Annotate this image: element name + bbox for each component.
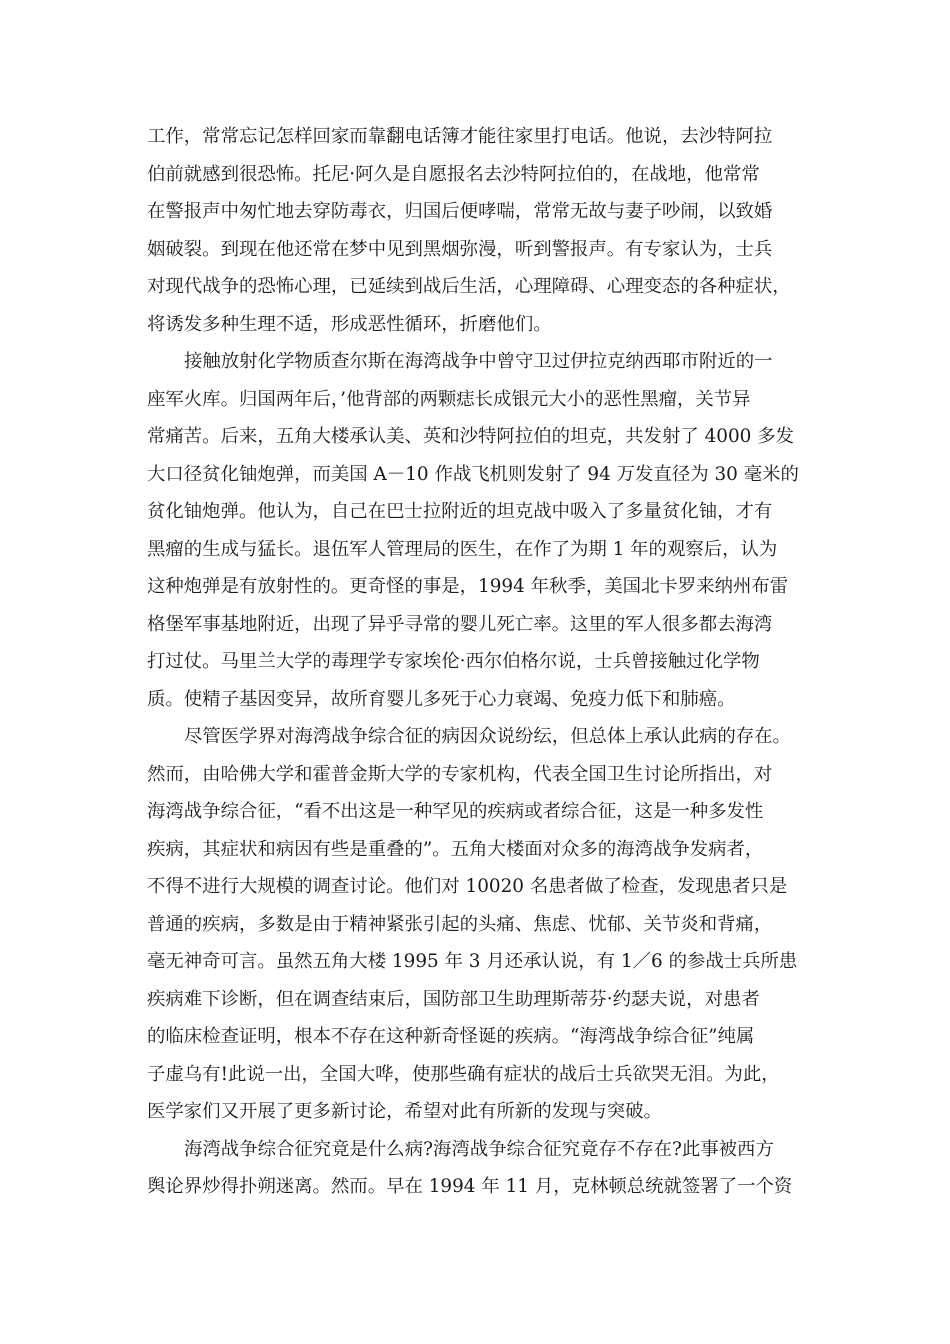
text-line: 然而，由哈佛大学和霍普金斯大学的专家机构，代表全国卫生讨论所指出，对 xyxy=(147,763,773,785)
text-line: 工作，常常忘记怎样回家而靠翻电话簿才能往家里打电话。他说，去沙特阿拉 xyxy=(147,126,773,147)
text-line: 姻破裂。到现在他还常在梦中见到黑烟弥漫，听到警报声。有专家认为，士兵 xyxy=(147,238,773,260)
text-line: 打过仗。马里兰大学的毒理学专家埃伦·西尔伯格尔说，士兵曾接触过化学物 xyxy=(147,651,760,672)
text-line: 的临床检查证明，根本不存在这种新奇怪诞的疾病。“海湾战争综合征”纯属 xyxy=(147,1026,755,1047)
text-line: 毫无神奇可言。虽然五角大楼 1995 年 3 月还承认说，有 1／6 的参战士兵所患 xyxy=(147,951,798,972)
paragraph-1 xyxy=(147,118,812,343)
text-line: 不得不进行大规模的调查讨论。他们对 10020 名患者做了检查，发现患者只是 xyxy=(147,876,788,897)
document-body xyxy=(147,118,812,1206)
text-line: 医学家们又开展了更多新讨论，希望对此有所新的发现与突破。 xyxy=(147,1101,662,1122)
text-line: 这种炮弹是有放射性的。更奇怪的事是，1994 年秋季，美国北卡罗来纳州布雷 xyxy=(147,576,789,597)
text-line: 舆论界炒得扑朔迷离。然而。早在 1994 年 11 月，克林顿总统就签署了一个资 xyxy=(147,1176,793,1197)
text-line: 对现代战争的恐怖心理，已延续到战后生活，心理障碍、心理变态的各种症状， xyxy=(147,276,791,297)
text-line: 大口径贫化铀炮弹，而美国 A－10 作战飞机则发射了 94 万发直径为 30 毫米的 xyxy=(147,463,799,485)
paragraph-2 xyxy=(147,343,812,718)
text-line: 海湾战争综合征究竟是什么病?海湾战争综合征究竟存不存在?此事被西方 xyxy=(184,1138,774,1160)
text-line: 在警报声中匆忙地去穿防毒衣，归国后便哮喘，常常无故与妻子吵闹，以致婚 xyxy=(147,201,773,222)
paragraph-3 xyxy=(147,718,812,1131)
text-line: 黑瘤的生成与猛长。退伍军人管理局的医生，在作了为期 1 年的观察后，认为 xyxy=(147,538,778,560)
text-line: 常痛苦。后来，五角大楼承认美、英和沙特阿拉伯的坦克，共发射了 4000 多发 xyxy=(147,426,794,447)
text-line: 海湾战争综合征，“看不出这是一种罕见的疾病或者综合征，这是一种多发性 xyxy=(147,801,764,822)
text-line: 座军火库。归国两年后，’他背部的两颗痣长成银元大小的恶性黑瘤，关节异 xyxy=(147,388,751,410)
text-line: 贫化铀炮弹。他认为，自己在巴士拉附近的坦克战中吸入了多量贫化铀，才有 xyxy=(147,501,773,522)
text-line: 普通的疾病，多数是由于精神紧张引起的头痛、焦虑、忧郁、关节炎和背痛， xyxy=(147,913,773,935)
text-line: 疾病，其症状和病因有些是重叠的”。五角大楼面对众多的海湾战争发病者， xyxy=(147,838,764,860)
text-line: 伯前就感到很恐怖。托尼·阿久是自愿报名去沙特阿拉伯的，在战地，他常常 xyxy=(147,163,760,185)
text-line: 格堡军事基地附近，出现了异乎寻常的婴儿死亡率。这里的军人很多都去海湾 xyxy=(147,613,773,635)
text-line: 疾病难下诊断，但在调查结束后，国防部卫生助理斯蒂芬·约瑟夫说，对患者 xyxy=(147,988,760,1010)
text-line: 尽管医学界对海湾战争综合征的病因众说纷纭，但总体上承认此病的存在。 xyxy=(184,726,791,747)
paragraph-4 xyxy=(147,1131,812,1206)
text-line: 接触放射化学物质查尔斯在海湾战争中曾守卫过伊拉克纳西耶市附近的一 xyxy=(184,351,773,372)
text-line: 子虚乌有!此说一出，全国大哗，使那些确有症状的战后士兵欲哭无泪。为此， xyxy=(147,1063,780,1085)
text-line: 将诱发多种生理不适，形成恶性循环，折磨他们。 xyxy=(147,313,552,335)
text-line: 质。使精子基因变异，故所育婴儿多死于心力衰竭、免疫力低下和肺癌。 xyxy=(147,688,736,710)
